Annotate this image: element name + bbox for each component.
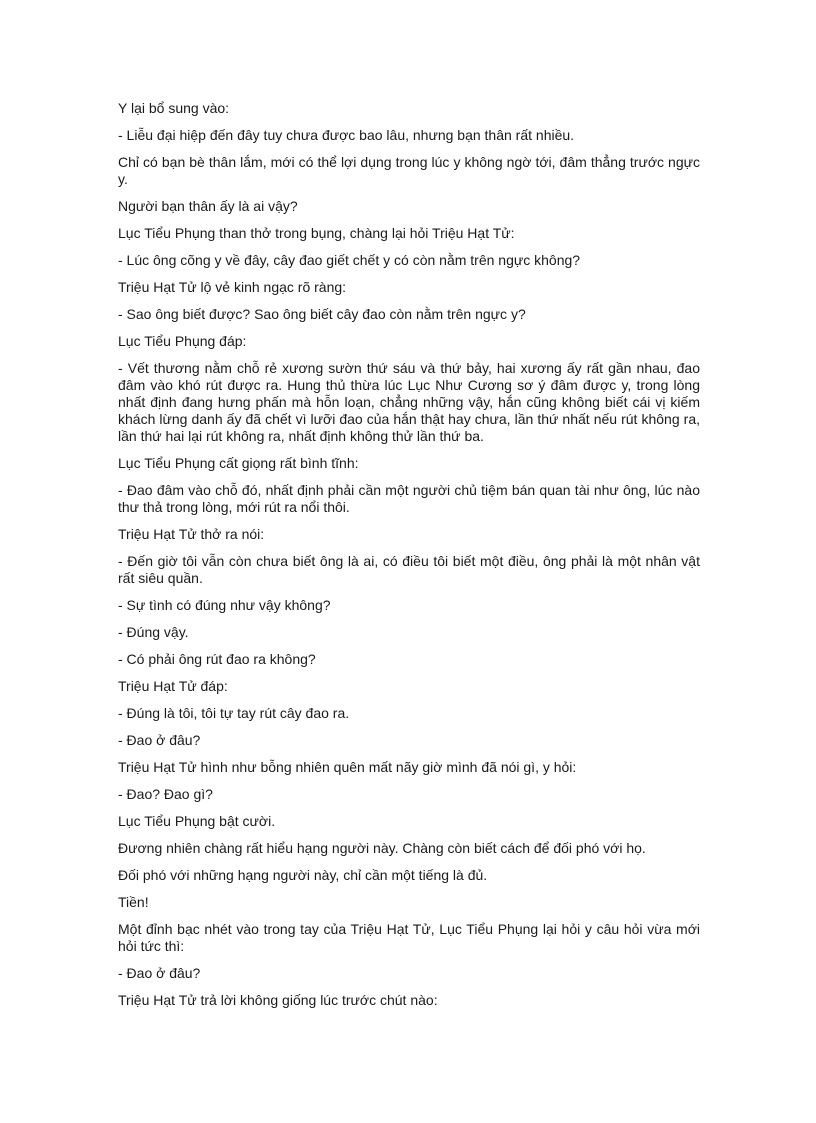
paragraph: - Sự tình có đúng như vậy không? [118, 597, 331, 613]
paragraph: Triệu Hạt Tử trả lời không giống lúc trước chút nào: [118, 992, 438, 1008]
paragraph: Triệu Hạt Tử lộ vẻ kinh ngạc rõ ràng: [118, 279, 347, 295]
paragraph: Y lại bổ sung vào: [118, 100, 230, 116]
paragraph: - Đến giờ tôi vẫn còn chưa biết ông là ai, có điều tôi biết một điều, ông phải là một nhân vật rất siêu quần. [118, 553, 700, 586]
paragraph: Triệu Hạt Tử thở ra nói: [118, 526, 265, 542]
paragraph: Triệu Hạt Tử hình như bỗng nhiên quên mất nãy giờ mình đã nói gì, y hỏi: [118, 759, 577, 775]
paragraph: - Vết thương nằm chỗ rẻ xương sườn thứ sáu và thứ bảy, hai xương ấy rất gần nhau, đao đâm vào khó rút được ra. Hung thủ thừa lúc Lục Như Cương sơ ý đâm được y, trong lòng nhất định đang hưng phấn mà hỗn loạn, chẳng những vậy, hắn cũng không biết cái vị kiếm khách lừng danh ấy đã chết vì lưỡi đao của hắn thật hay chưa, lần thứ nhất nếu rút không ra, lần thứ hai lại rút không ra, nhất định không thử lần thứ ba. [118, 360, 700, 444]
paragraph: Triệu Hạt Tử đáp: [118, 678, 228, 694]
paragraph: - Lúc ông cõng y về đây, cây đao giết chết y có còn nằm trên ngực không? [118, 252, 581, 268]
paragraph: - Đao ở đâu? [118, 965, 201, 981]
paragraph: - Sao ông biết được? Sao ông biết cây đao còn nằm trên ngực y? [118, 306, 526, 322]
paragraph: - Đúng là tôi, tôi tự tay rút cây đao ra. [118, 705, 350, 721]
paragraph: - Đao đâm vào chỗ đó, nhất định phải cần một người chủ tiệm bán quan tài như ông, lúc nào thư thả trong lòng, mới rút ra nổi thôi. [118, 482, 700, 515]
paragraph: Tiền! [118, 894, 149, 910]
paragraph: - Đao ở đâu? [118, 732, 201, 748]
paragraph: Lục Tiểu Phụng đáp: [118, 333, 247, 349]
paragraph: Một đỉnh bạc nhét vào trong tay của Triệu Hạt Tử, Lục Tiểu Phụng lại hỏi y câu hỏi vừa mới hỏi tức thì: [118, 921, 700, 954]
paragraph: Lục Tiểu Phụng bật cười. [118, 813, 276, 829]
paragraph: Đương nhiên chàng rất hiểu hạng người này. Chàng còn biết cách để đối phó với họ. [118, 840, 646, 856]
paragraph: - Liễu đại hiệp đến đây tuy chưa được bao lâu, nhưng bạn thân rất nhiều. [118, 127, 575, 143]
paragraph: - Đao? Đao gì? [118, 786, 213, 802]
paragraph: Chỉ có bạn bè thân lắm, mới có thể lợi dụng trong lúc y không ngờ tới, đâm thẳng trước ngực y. [118, 154, 700, 187]
document-body [118, 100, 700, 1019]
paragraph: Đối phó với những hạng người này, chỉ cần một tiếng là đủ. [118, 867, 488, 883]
paragraph: Lục Tiểu Phụng than thở trong bụng, chàng lại hỏi Triệu Hạt Tử: [118, 225, 515, 241]
paragraph: Lục Tiểu Phụng cất giọng rất bình tĩnh: [118, 455, 359, 471]
paragraph: - Có phải ông rút đao ra không? [118, 651, 316, 667]
paragraph: Người bạn thân ấy là ai vậy? [118, 198, 298, 214]
paragraph: - Đúng vậy. [118, 624, 189, 640]
